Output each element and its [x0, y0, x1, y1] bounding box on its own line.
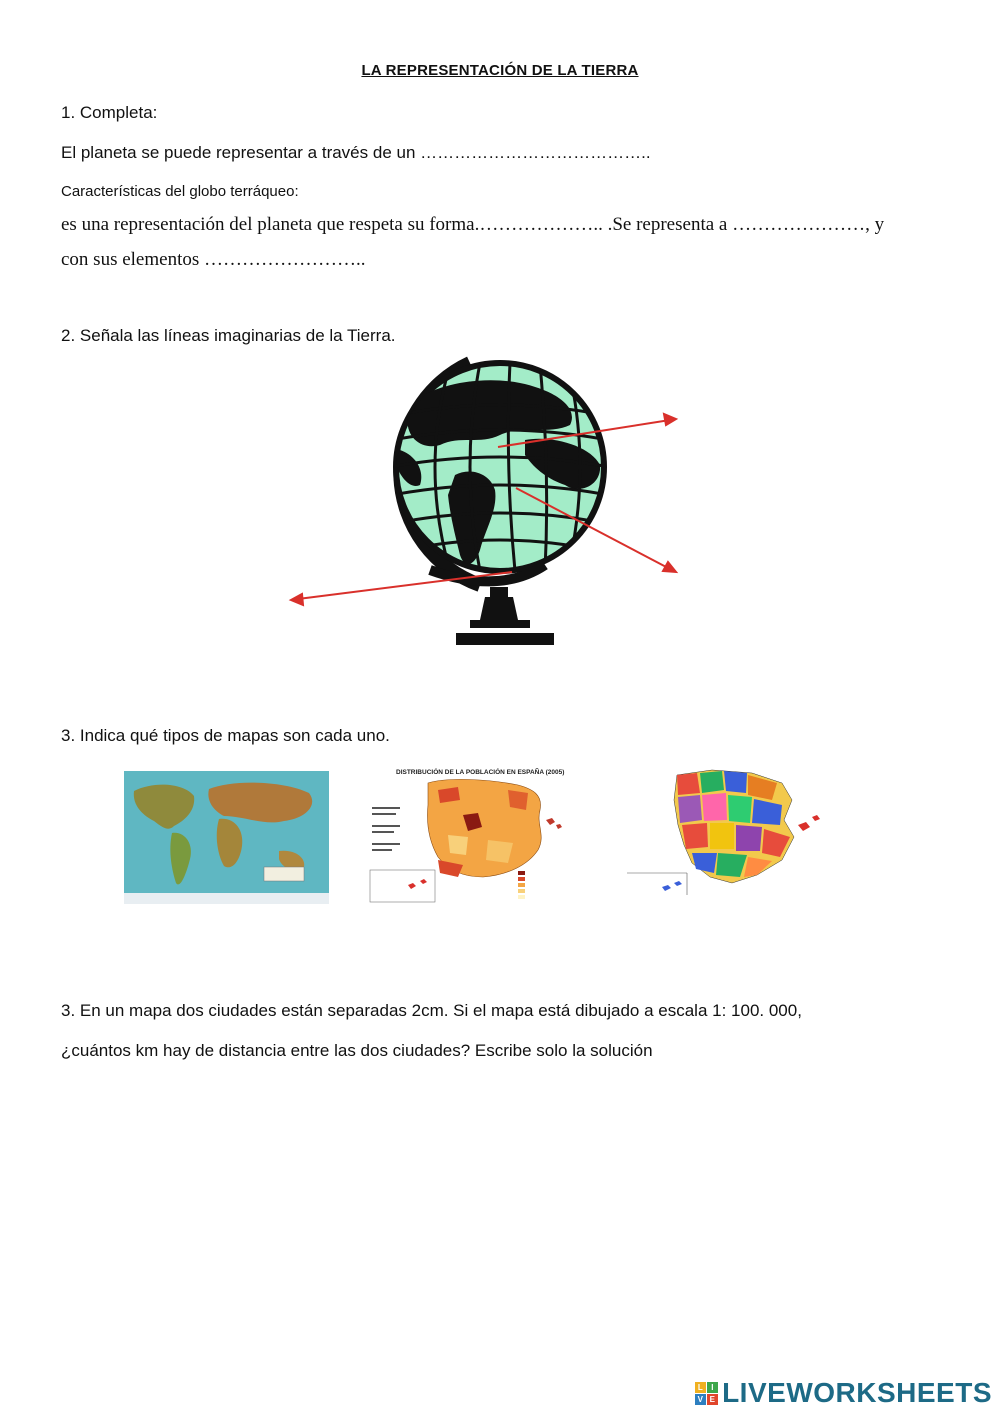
globe-stand-base	[456, 633, 554, 645]
question-4-line-1: 3. En un mapa dos ciudades están separadas 2cm. Si el mapa está dibujado a escala 1: 100. 000,	[61, 1001, 802, 1020]
political-map	[622, 765, 827, 903]
question-4-line-2: ¿cuántos km hay de distancia entre las dos ciudades? Escribe solo la solución	[61, 1041, 653, 1060]
question-2-heading: 2. Señala las líneas imaginarias de la Tierra.	[61, 326, 396, 345]
globe-illustration	[280, 355, 700, 655]
question-1-subheading: Características del globo terráqueo:	[61, 183, 299, 200]
liveworksheets-logo	[695, 1377, 992, 1409]
page-title: LA REPRESENTACIÓN DE LA TIERRA	[361, 62, 639, 79]
logo-icon: L I V E	[695, 1382, 718, 1405]
question-1-heading: 1. Completa:	[61, 103, 158, 122]
globe-stand-neck	[490, 587, 508, 597]
question-1-line-2: es una representación del planeta que respeta su forma.……………….. .Se representa a …………………, y	[61, 214, 885, 235]
question-1-line-1: El planeta se puede representar a través de un …………………………………..	[61, 143, 651, 162]
globe-stand-column	[480, 597, 518, 620]
brand-name: LIVEWORKSHEETS	[722, 1377, 992, 1408]
question-3-heading: 3. Indica qué tipos de mapas son cada uno.	[61, 726, 390, 745]
population-density-map	[368, 765, 573, 903]
question-1-line-3: con sus elementos ……………………..	[61, 249, 366, 270]
map-2-title: DISTRIBUCIÓN DE LA POBLACIÓN EN ESPAÑA (2005)	[396, 769, 565, 776]
world-physical-map	[124, 771, 329, 904]
